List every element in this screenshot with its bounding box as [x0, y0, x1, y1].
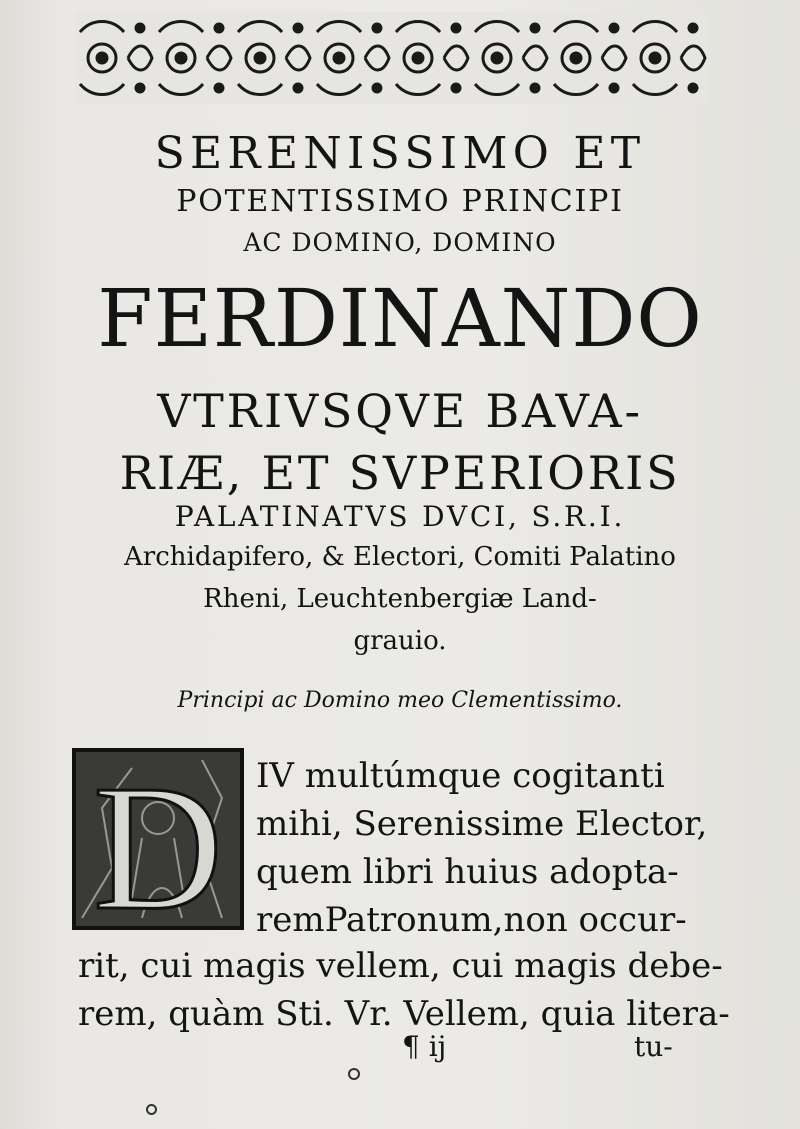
title-line-7: PALATINATVS DVCI, S.R.I. — [174, 500, 626, 533]
title-name-ferdinando: FERDINANDO — [97, 272, 703, 365]
title-line-9: Rheni, Leuchtenbergiæ Land- — [203, 584, 597, 614]
salutation: Principi ac Domino meo Clementissimo. — [177, 688, 623, 713]
paper-blemish — [348, 1068, 360, 1080]
title-line-5: VTRIVSQVE BAVA- — [157, 384, 643, 438]
body-line-6: rem, quàm Sti. Vr. Vellem, quia litera- — [78, 994, 730, 1034]
title-line-1: SERENISSIMO ET — [154, 128, 646, 179]
svg-text:D: D — [93, 748, 223, 930]
ornamental-headpiece — [76, 12, 708, 104]
body-line-3: quem libri huius adopta- — [256, 852, 679, 892]
body-line-5: rit, cui magis vellem, cui magis debe- — [78, 946, 723, 986]
title-line-8: Archidapifero, & Electori, Comiti Palatino — [124, 542, 676, 572]
title-line-2: POTENTISSIMO PRINCIPI — [176, 184, 624, 219]
catchword: tu- — [634, 1030, 673, 1063]
title-line-10: grauio. — [353, 626, 447, 656]
decorated-initial-d — [72, 748, 244, 930]
signature-mark: ¶ ij — [402, 1030, 447, 1063]
body-line-1: IV multúmque cogitanti — [256, 756, 665, 796]
title-line-6: RIÆ, ET SVPERIORIS — [119, 446, 681, 500]
title-line-3: AC DOMINO, DOMINO — [243, 228, 557, 257]
paper-blemish — [146, 1104, 157, 1115]
body-line-4: remPatronum,non occur- — [256, 900, 687, 940]
body-line-2: mihi, Serenissime Elector, — [256, 804, 708, 844]
